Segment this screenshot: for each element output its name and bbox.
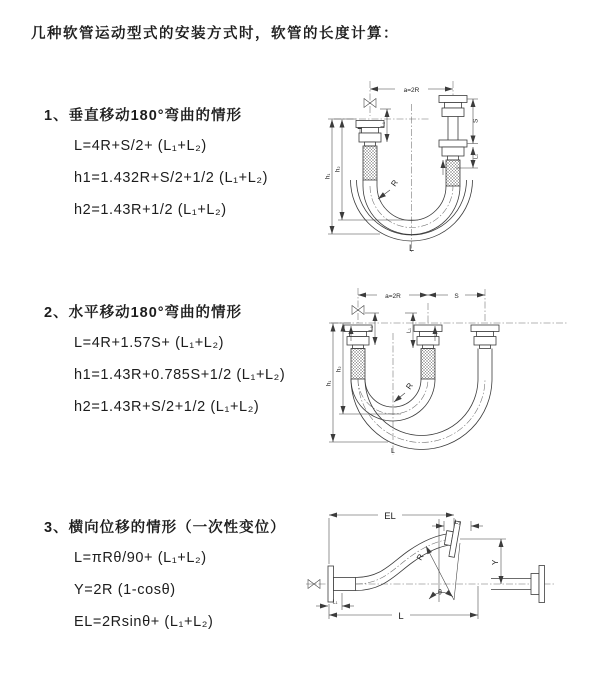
formula-el: EL=2Rsinθ+ (L₁+L₂) [74,614,214,630]
radius-callout [378,178,400,199]
dimension-y [460,539,506,584]
left-fitting [344,325,372,379]
dim-label-h1: h₁ [325,173,332,179]
dim-label-h2: h₂ [336,366,343,372]
section-horizontal-movement [44,301,285,423]
s-curve-hose [356,534,453,591]
page-title: 几种软管运动型式的安装方式时，软管的长度计算： [31,26,399,42]
radius-label: R [389,178,400,189]
middle-fitting [414,325,442,379]
formula-h1: h1=1.432R+S/2+1/2 (L₁+L₂) [74,170,269,186]
length-label: L [391,448,395,455]
dimension-s [428,293,485,300]
dim-label-s: S [472,118,480,123]
dim-label-y: Y [491,559,500,565]
dimension-s [468,99,480,144]
dim-label-h1: h₁ [326,380,333,386]
dim-label-l1-left: L₁ [332,599,338,606]
section-1-heading: 1、垂直移动180°弯曲的情形 [44,108,243,124]
dimension-a2r [358,293,428,300]
dim-label-l1-middle: L₁ [406,328,413,333]
diagram-lateral-displacement [298,502,600,650]
dim-label-h2: h₂ [335,166,342,172]
dim-label-l1-left: L₁ [368,326,375,331]
diagram-horizontal-180-bend [313,283,595,461]
radius-label: R [404,381,415,392]
dim-label-a2r: a=2R [403,86,420,94]
formula-l: L=4R+1.57S+ (L₁+L₂) [74,335,225,351]
dim-label-s: S [454,292,459,300]
left-fitting [356,121,384,181]
dimension-l [329,586,478,622]
centerlines [334,81,453,252]
dim-label-l1-right: L₁ [473,154,480,159]
dimension-l1-left [380,109,391,142]
section-2-heading: 2、水平移动180°弯曲的情形 [44,305,243,321]
radius-callout [394,381,415,402]
dim-label-el: EL [384,510,396,522]
dimension-el [329,511,454,564]
formula-h2: h2=1.43R+S/2+1/2 (L₁+L₂) [74,399,260,415]
section-3-heading: 3、横向位移的情形（一次性变位） [44,520,286,536]
theta-label: θ [438,589,442,597]
length-label: L [408,243,415,253]
diagram-vertical-180-bend [310,76,590,256]
dimension-l1-left [316,593,354,610]
dimension-a2r [370,87,453,94]
section-vertical-movement [44,104,268,226]
dim-label-l: L [398,610,404,622]
right-fitting [439,96,467,187]
formula-l: L=πRθ/90+ (L₁+L₂) [74,550,207,566]
dim-label-l1-left: L₁ [380,122,387,127]
radius-label: R [414,552,426,562]
dim-label-l1-top: L₁ [454,520,461,526]
section-lateral-displacement [44,516,286,638]
dim-label-a2r: a=2R [385,292,401,300]
formula-h1: h1=1.43R+0.785S+1/2 (L₁+L₂) [74,367,286,383]
right-fitting-moved [471,325,499,349]
formula-y: Y=2R (1-cosθ) [74,582,176,598]
formula-l: L=4R+S/2+ (L₁+L₂) [74,138,207,154]
formula-h2: h2=1.43R+1/2 (L₁+L₂) [74,202,227,218]
